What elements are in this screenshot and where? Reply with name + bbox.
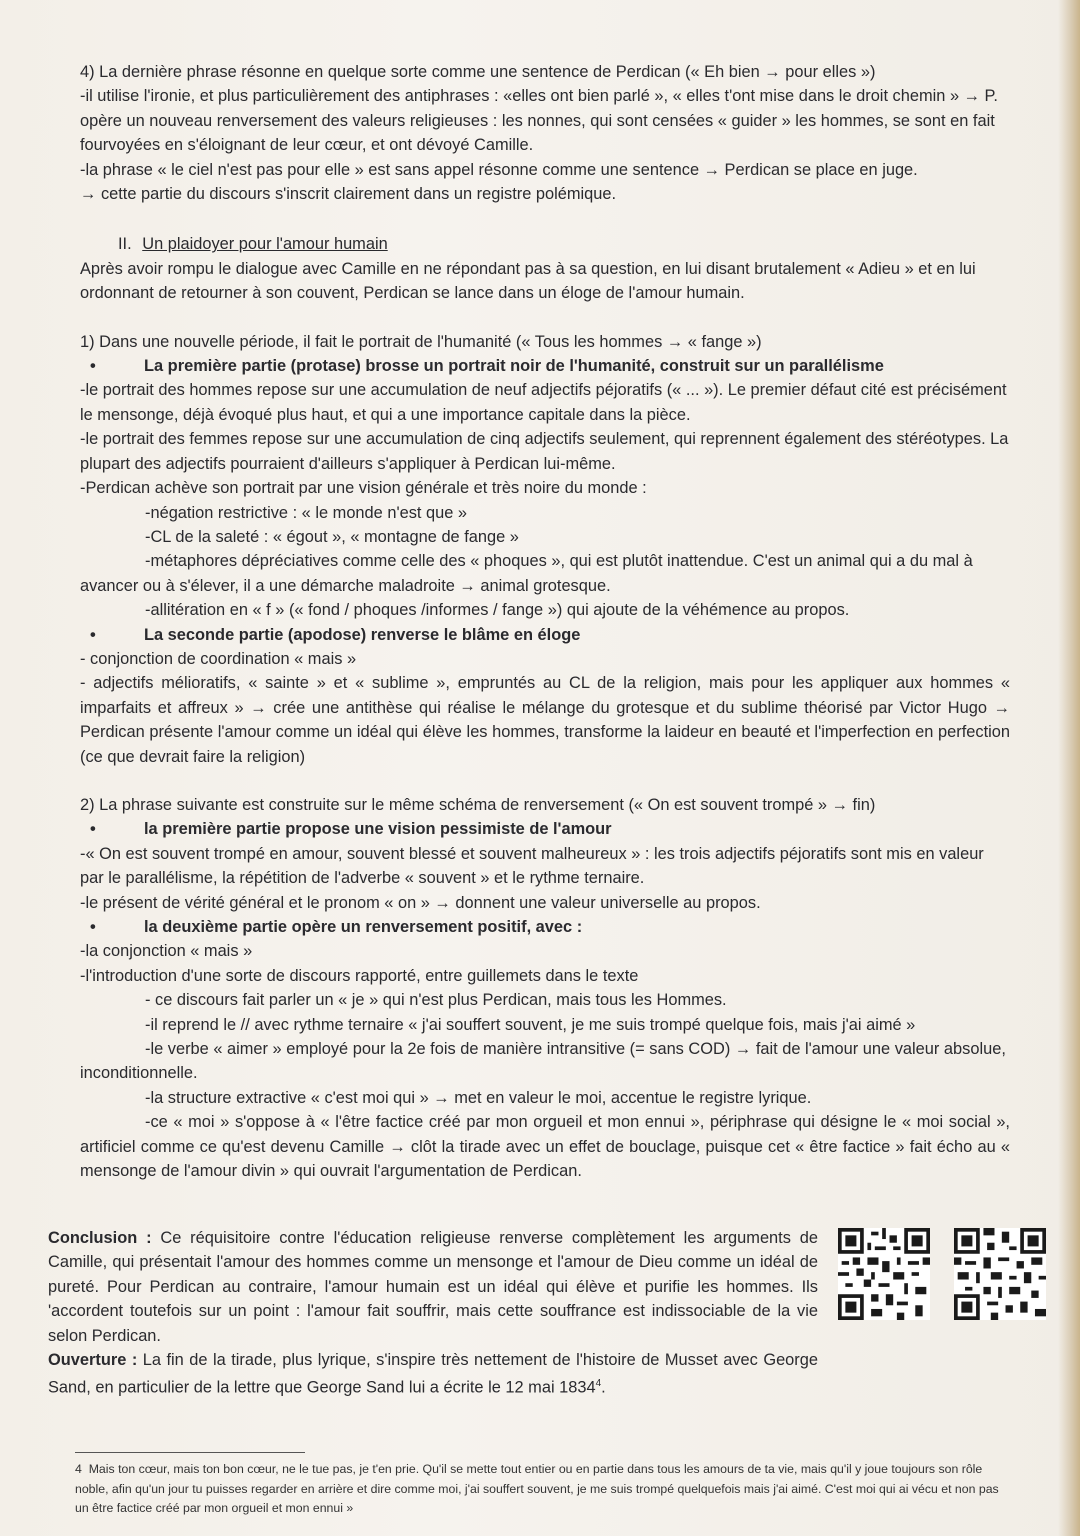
bullet-point: • La seconde partie (apodose) renverse le blâme en éloge bbox=[80, 623, 1010, 647]
paragraph: -la structure extractive « c'est moi qui » → met en valeur le moi, accentue le registre lyrique. bbox=[145, 1088, 812, 1107]
paper-edge bbox=[1058, 0, 1080, 1536]
paragraph: -« On est souvent trompé en amour, souvent blessé et souvent malheureux » : les trois adjectifs péjoratifs sont mis en valeur par le parallélisme, la répétition de l'adverbe « souvent » et le rythme ternaire. bbox=[80, 844, 984, 888]
ouverture-text: La fin de la tirade, plus lyrique, s'inspire très nettement de l'histoire de Musset avec George Sand, en particulier de la lettre que George Sand lui a écrite le 12 mai 1834 bbox=[48, 1351, 818, 1397]
ouverture-end: . bbox=[601, 1378, 606, 1397]
conclusion bbox=[48, 1226, 818, 1348]
qr-code-icon[interactable] bbox=[954, 1228, 1046, 1320]
ouverture bbox=[48, 1348, 818, 1400]
paragraph: -il reprend le // avec rythme ternaire « j'ai souffert souvent, je me suis trompé quelque fois, mais j'ai aimé » bbox=[145, 1015, 916, 1034]
subsection-title: 2) La phrase suivante est construite sur le même schéma de renversement (« On est souvent trompé » → fin) bbox=[80, 795, 876, 814]
subsection-title: 1) Dans une nouvelle période, il fait le portrait de l'humanité (« Tous les hommes → « fange ») bbox=[80, 332, 762, 351]
paragraph: -le portrait des femmes repose sur une accumulation de cinq adjectifs seulement, qui reprennent également des stéréotypes. La plupart des adjectifs pourraient d'ailleurs s'appliquer à Perdican lui-même. bbox=[80, 430, 1009, 473]
paragraph: - ce discours fait parler un « je » qui n'est plus Perdican, mais tous les Hommes. bbox=[145, 991, 727, 1010]
paragraph: Après avoir rompu le dialogue avec Camille en ne répondant pas à sa question, en lui disant brutalement « Adieu » et en lui ordonnant de retourner à son couvent, Perdican se lance dans un éloge de l'amour humain. bbox=[80, 259, 976, 303]
qr-code-icon-graphic bbox=[954, 1228, 1046, 1320]
paragraph: -la phrase « le ciel n'est pas pour elle » est sans appel résonne comme une sentence → Perdican se place en juge. bbox=[80, 160, 918, 179]
qr-code-icon-graphic bbox=[838, 1228, 930, 1320]
footnote-ref: 4 bbox=[595, 1378, 602, 1390]
paragraph: - adjectifs mélioratifs, « sainte » et « sublime », empruntés au CL de la religion, mais pour les appliquer aux hommes « imparfaits et affreux » → crée une antithèse qui réalise le mélange du grotesque et du sublime théorisé par Victor Hugo → Perdican présente l'amour comme un idéal qui élève les hommes, transforme la laideur en beauté et l'imperfection en perfection (ce que devrait faire la religion) bbox=[80, 674, 1010, 766]
paragraph: -ce « moi » s'oppose à « l'être factice créé par mon orgueil et mon ennui », périphrase qui désigne le « moi social », artificiel comme ce qu'est devenu Camille → clôt la tirade avec un effet de bouclage, puisque cet « être factice » fait écho au « mensonge de l'amour divin » qui ouvrait l'argumentation de Perdican. bbox=[80, 1113, 1010, 1181]
paragraph: -l'introduction d'une sorte de discours rapporté, entre guillemets dans le texte bbox=[80, 966, 639, 985]
part-heading-number: II. bbox=[118, 235, 132, 254]
part-heading bbox=[80, 232, 1010, 256]
paragraph: → cette partie du discours s'inscrit clairement dans un registre polémique. bbox=[80, 185, 617, 204]
paragraph: -métaphores dépréciatives comme celle des « phoques », qui est plutôt inattendue. C'est un animal qui a du mal à avancer ou à s'élever, il a une démarche maladroite → animal grotesque. bbox=[80, 552, 973, 595]
bullet-point: • La première partie (protase) brosse un portrait noir de l'humanité, construit sur un parallélisme bbox=[80, 354, 1010, 378]
paragraph: -négation restrictive : « le monde n'est que » bbox=[145, 503, 468, 522]
conclusion-block bbox=[48, 1226, 818, 1400]
paragraph: -Perdican achève son portrait par une vision générale et très noire du monde : bbox=[80, 479, 647, 498]
bullet-point: • la première partie propose une vision pessimiste de l'amour bbox=[80, 817, 1010, 841]
paragraph: -allitération en « f » (« fond / phoques /informes / fange ») qui ajoute de la véhémence au propos. bbox=[145, 601, 850, 620]
footnote-text: Mais ton cœur, mais ton bon cœur, ne le tue pas, je t'en prie. Qu'il se mette tout entier ou en partie dans tous les amours de ta vie, mais qu'il y joue toujours son rôle noble, afin qu'un jour tu puisses regarder en arrière et dire comme moi, j'ai souffert souvent, je me suis trompé quelquefois mais j'ai aimé. C'est moi qui ai vécu et non pas un être factice créé par mon orgueil et mon ennui » bbox=[75, 1462, 999, 1515]
section-4-title: 4) La dernière phrase résonne en quelque sorte comme une sentence de Perdican (« Eh bien → pour elles ») bbox=[80, 63, 876, 81]
part-heading-title: Un plaidoyer pour l'amour humain bbox=[142, 235, 388, 254]
paragraph: -il utilise l'ironie, et plus particulièrement des antiphrases : «elles ont bien parlé », « elles t'ont mise dans le droit chemin » → P. opère un nouveau renversement des valeurs religieuses : les nonnes, qui sont censées « guider » les hommes, se sont en fait fourvoyées en s'éloignant de leur cœur, et ont dévoyé Camille. bbox=[80, 87, 998, 155]
paragraph: -CL de la saleté : « égout », « montagne de fange » bbox=[145, 527, 519, 546]
paragraph: -le portrait des hommes repose sur une accumulation de neuf adjectifs péjoratifs (« ... »). Le premier défaut cité est précisément le mensonge, déjà évoqué plus haut, et qui a une importance capitale dans la pièce. bbox=[80, 381, 1007, 424]
footnote bbox=[75, 1460, 1010, 1519]
ouverture-label: Ouverture : bbox=[48, 1351, 138, 1370]
paragraph: - conjonction de coordination « mais » bbox=[80, 649, 357, 668]
footnote-number: 4 bbox=[75, 1462, 82, 1476]
bullet-point: • la deuxième partie opère un renversement positif, avec : bbox=[80, 915, 1010, 939]
paragraph: -la conjonction « mais » bbox=[80, 942, 253, 961]
footnote-divider bbox=[75, 1452, 305, 1453]
paragraph: -le présent de vérité général et le pronom « on » → donnent une valeur universelle au propos. bbox=[80, 893, 761, 912]
conclusion-label: Conclusion : bbox=[48, 1229, 152, 1247]
paragraph: -le verbe « aimer » employé pour la 2e fois de manière intransitive (= sans COD) → fait de l'amour une valeur absolue, inconditionnelle. bbox=[80, 1040, 1006, 1083]
qr-code-icon[interactable] bbox=[838, 1228, 930, 1320]
conclusion-text: Ce réquisitoire contre l'éducation religieuse renverse complètement les arguments de Camille, qui présentait l'amour des hommes comme un mensonge et l'amour de Dieu comme un idéal de pureté. Pour Perdican au contraire, l'amour humain est un idéal qui élève et purifie les hommes. Ils 'accordent toutefois sur un point : l'amour fait souffrir, mais cette souffrance est indissociable de la vie selon Perdican. bbox=[48, 1229, 818, 1345]
main-text bbox=[80, 60, 1010, 1183]
